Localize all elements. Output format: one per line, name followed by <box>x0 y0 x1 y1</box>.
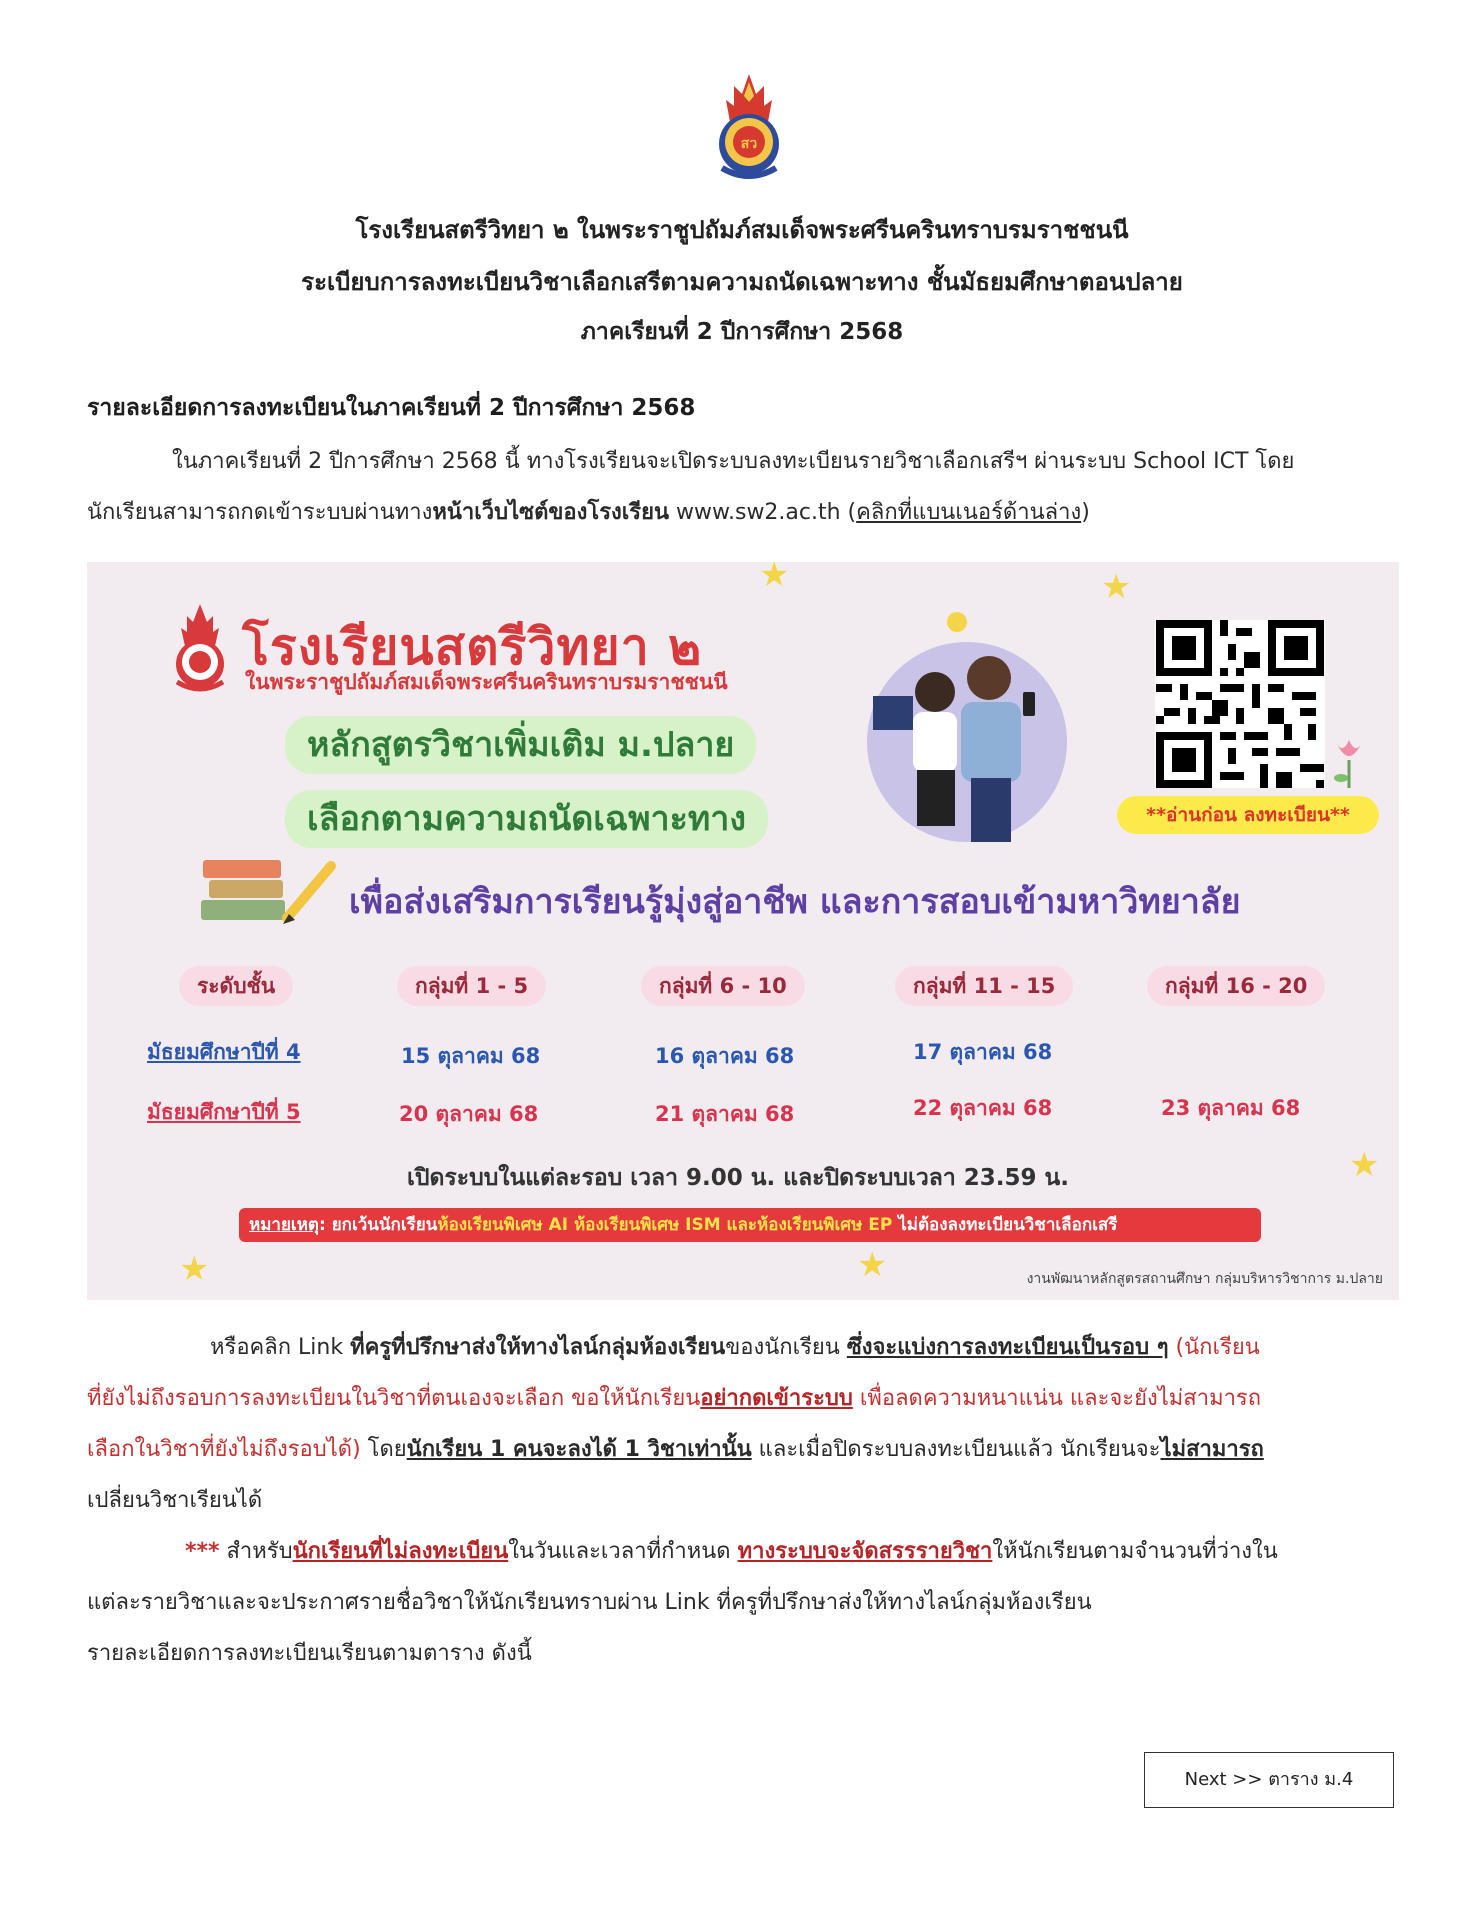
star-icon: ★ <box>1101 567 1132 607</box>
p1-dont-login-text: อย่ากดเข้าระบบ <box>700 1386 853 1411</box>
banner-credit: งานพัฒนาหลักสูตรสถานศึกษา กลุ่มบริหารวิชาการ ม.ปลาย <box>1026 1271 1383 1287</box>
banner-school-name: โรงเรียนสตรีวิทยา ๒ <box>242 618 703 676</box>
p1-text: โดย <box>360 1437 407 1462</box>
star-icon: ★ <box>1349 1145 1380 1185</box>
p1-cannot-text: ไม่สามารถ <box>1160 1437 1264 1462</box>
star-icon: ★ <box>179 1249 210 1289</box>
remark-special-rooms: ห้องเรียนพิเศษ AI ห้องเรียนพิเศษ ISM และห้องเรียนพิเศษ EP <box>437 1215 893 1235</box>
m5-date-group-1: 20 ตุลาคม 68 <box>399 1102 539 1126</box>
body-p1-line-2 <box>87 1380 1261 1415</box>
intro-title: รายละเอียดการลงทะเบียนในภาคเรียนที่ 2 ปีการศึกษา 2568 <box>87 395 696 421</box>
tulip-icon <box>1331 734 1367 790</box>
registration-banner[interactable] <box>87 562 1399 1300</box>
p1-line-link-text[interactable]: ที่ครูที่ปรึกษาส่งให้ทางไลน์กลุ่มห้องเรียน <box>350 1335 726 1360</box>
star-icon: ★ <box>857 1245 888 1285</box>
students-illustration <box>839 592 1089 848</box>
remark-text-c: ไม่ต้องลงทะเบียนวิชาเลือกเสรี <box>892 1215 1118 1235</box>
col-header-group-3: กลุ่มที่ 11 - 15 <box>895 966 1073 1006</box>
p1-red-text: เลือกในวิชาที่ยังไม่ถึงรอบได้) <box>87 1437 361 1462</box>
p2-text: ในวันและเวลาที่กำหนด <box>508 1539 738 1564</box>
p1-one-subject-text: นักเรียน 1 คนจะลงได้ 1 วิชาเท่านั้น <box>406 1437 752 1462</box>
p1-text: และเมื่อปิดระบบลงทะเบียนแล้ว นักเรียนจะ <box>751 1437 1161 1462</box>
banner-course-title: หลักสูตรวิชาเพิ่มเติม ม.ปลาย <box>285 716 756 774</box>
col-header-group-1: กลุ่มที่ 1 - 5 <box>397 966 546 1006</box>
p1-red-text: เพื่อลดความหนาแน่น และจะยังไม่สามารถ <box>852 1386 1262 1411</box>
banner-time-note: เปิดระบบในแต่ละรอบ เวลา 9.00 น. และปิดระบบเวลา 23.59 น. <box>407 1165 1069 1191</box>
banner-school-sub: ในพระราชูปถัมภ์สมเด็จพระศรีนครินทราบรมราชชนนี <box>245 670 728 694</box>
body-p2-line-2: แต่ละรายวิชาและจะประกาศรายชื่อวิชาให้นักเรียนทราบผ่าน Link ที่ครูที่ปรึกษาส่งให้ทางไลน์กลุ่มห้องเรียน <box>87 1590 1092 1615</box>
row-label-m5: มัธยมศึกษาปีที่ 5 <box>147 1100 301 1124</box>
p1-rounds-text: ซึ่งจะแบ่งการลงทะเบียนเป็นรอบ ๆ <box>846 1335 1169 1360</box>
body-p2-line-3: รายละเอียดการลงทะเบียนเรียนตามตาราง ดังนี้ <box>87 1641 532 1666</box>
col-header-group-2: กลุ่มที่ 6 - 10 <box>641 966 805 1006</box>
p2-not-registered-text: นักเรียนที่ไม่ลงทะเบียน <box>292 1539 509 1564</box>
m5-date-group-2: 21 ตุลาคม 68 <box>655 1102 795 1126</box>
next-m4-table-button[interactable]: Next >> ตาราง ม.4 <box>1144 1752 1394 1808</box>
m4-date-group-2: 16 ตุลาคม 68 <box>655 1044 795 1068</box>
banner-course-sub: เลือกตามความถนัดเฉพาะทาง <box>285 790 768 848</box>
remark-text-a: : ยกเว้นนักเรียน <box>318 1215 438 1235</box>
svg-text:สว: สว <box>740 136 758 152</box>
p1-red-text: (นักเรียน <box>1168 1335 1260 1360</box>
remark-label: หมายเหตุ <box>249 1215 319 1235</box>
body-p2-line-1 <box>185 1533 1278 1568</box>
intro-website-text: หน้าเว็บไซต์ของโรงเรียน <box>432 500 670 525</box>
col-header-level: ระดับชั้น <box>179 966 293 1006</box>
intro-line-1: ในภาคเรียนที่ 2 ปีการศึกษา 2568 นี้ ทางโรงเรียนจะเปิดระบบลงทะเบียนรายวิชาเลือกเสรีฯ ผ่านระบบ School ICT โดย <box>172 449 1295 474</box>
intro-url[interactable]: www.sw2.ac.th ( <box>669 500 857 525</box>
banner-emblem-logo <box>165 602 235 694</box>
p2-text: สำหรับ <box>219 1539 293 1564</box>
intro-text: นักเรียนสามารถกดเข้าระบบผ่านทาง <box>87 500 433 525</box>
p2-text: ให้นักเรียนตามจำนวนที่ว่างใน <box>992 1539 1278 1564</box>
body-p1-line-1 <box>210 1329 1260 1364</box>
p2-system-allocate-text: ทางระบบจะจัดสรรรายวิชา <box>737 1539 993 1564</box>
intro-line-2 <box>87 494 1090 529</box>
p2-asterisks: *** <box>185 1539 220 1564</box>
m5-date-group-4: 23 ตุลาคม 68 <box>1161 1096 1301 1120</box>
qr-code[interactable] <box>1155 620 1325 788</box>
body-p1-line-3 <box>87 1431 1264 1466</box>
m4-date-group-3: 17 ตุลาคม 68 <box>913 1040 1053 1064</box>
read-before-register-badge: **อ่านก่อน ลงทะเบียน** <box>1117 796 1379 834</box>
body-p1-line-4: เปลี่ยนวิชาเรียนได้ <box>87 1488 263 1513</box>
p1-text: หรือคลิก Link <box>210 1335 351 1360</box>
col-header-group-4: กลุ่มที่ 16 - 20 <box>1147 966 1325 1006</box>
books-illustration <box>199 852 339 932</box>
m4-date-group-1: 15 ตุลาคม 68 <box>401 1044 541 1068</box>
banner-tagline: เพื่อส่งเสริมการเรียนรู้มุ่งสู่อาชีพ และการสอบเข้ามหาวิทยาลัย <box>349 882 1241 922</box>
intro-close-paren: ) <box>1081 500 1090 525</box>
banner-remark <box>239 1208 1261 1242</box>
header-school-name: โรงเรียนสตรีวิทยา ๒ ในพระราชูปถัมภ์สมเด็จพระศรีนครินทราบรมราชชนนี <box>355 216 1129 244</box>
p1-red-text: ที่ยังไม่ถึงรอบการลงทะเบียนในวิชาที่ตนเองจะเลือก ขอให้นักเรียน <box>87 1386 701 1411</box>
m5-date-group-3: 22 ตุลาคม 68 <box>913 1096 1053 1120</box>
intro-banner-hint: คลิกที่แบนเนอร์ด้านล่าง <box>856 500 1082 525</box>
p1-text: ของนักเรียน <box>725 1335 847 1360</box>
header-semester: ภาคเรียนที่ 2 ปีการศึกษา 2568 <box>580 319 904 345</box>
star-icon: ★ <box>759 562 790 595</box>
header-regulation-title: ระเบียบการลงทะเบียนวิชาเลือกเสรีตามความถนัดเฉพาะทาง ชั้นมัธยมศึกษาตอนปลาย <box>301 268 1183 296</box>
school-emblem-logo <box>710 72 788 184</box>
row-label-m4: มัธยมศึกษาปีที่ 4 <box>147 1040 301 1064</box>
